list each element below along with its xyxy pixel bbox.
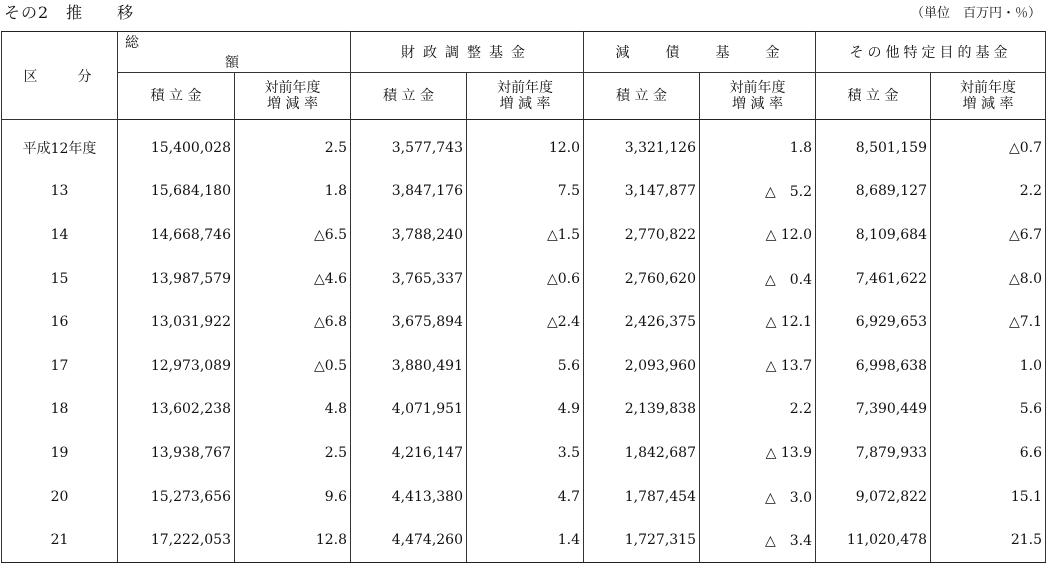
total-balance-cell: 15,400,028 [118,120,235,170]
table-row [2,344,1046,388]
header-debt-reduction-fund [584,32,816,73]
fiscal-balance-cell: 3,880,491 [351,344,467,388]
year-cell: 15 [2,257,118,301]
header-rate-line1: 対前年度 [960,80,1016,96]
fiscal-rate-cell: 12.0 [467,120,584,170]
debt-balance-cell: 2,426,375 [584,300,700,344]
header-balance-label: 積 立 金 [150,88,202,104]
total-rate-cell: 1.8 [235,170,351,214]
year-cell: 19 [2,431,118,475]
fiscal-balance-cell: 4,216,147 [351,431,467,475]
other-rate-cell: 5.6 [931,388,1046,432]
header-rate-line2: 増 減 率 [499,96,551,112]
debt-rate-cell: △ 5.2 [700,170,816,214]
header-rate-line1: 対前年度 [264,80,321,96]
header-debt-char-1: 減 [615,45,634,61]
total-rate-cell: △6.5 [235,213,351,257]
debt-balance-cell: 3,321,126 [584,120,700,170]
fiscal-rate-cell: △0.6 [467,257,584,301]
debt-rate-cell: △ 3.0 [700,475,816,519]
header-rate [467,73,584,120]
header-rate-line2: 増 減 率 [267,96,318,112]
total-balance-cell: 13,938,767 [118,431,235,475]
year-cell: 20 [2,475,118,519]
header-kubun [2,32,118,120]
year-cell: 21 [2,518,118,562]
header-total [118,32,351,73]
total-rate-cell: 2.5 [235,431,351,475]
header-balance [118,73,235,120]
debt-balance-cell: 1,727,315 [584,518,700,562]
fiscal-balance-cell: 3,577,743 [351,120,467,170]
debt-rate-cell: △ 12.1 [700,300,816,344]
debt-balance-cell: 2,770,822 [584,213,700,257]
total-balance-cell: 17,222,053 [118,518,235,562]
fund-trend-table [1,31,1046,563]
header-total-char-2: 額 [225,55,243,71]
fiscal-balance-cell: 3,847,176 [351,170,467,214]
debt-rate-cell: △ 0.4 [700,257,816,301]
debt-balance-cell: 3,147,877 [584,170,700,214]
other-rate-cell: △0.7 [931,120,1046,170]
table-row [2,213,1046,257]
other-balance-cell: 8,501,159 [816,120,931,170]
other-rate-cell: 1.0 [931,344,1046,388]
debt-balance-cell: 2,093,960 [584,344,700,388]
other-balance-cell: 8,109,684 [816,213,931,257]
other-rate-cell: △8.0 [931,257,1046,301]
year-cell: 平成12年度 [2,120,118,170]
other-balance-cell: 9,072,822 [816,475,931,519]
header-balance-label: 積 立 金 [383,88,434,104]
total-balance-cell: 15,273,656 [118,475,235,519]
total-rate-cell: 2.5 [235,120,351,170]
fiscal-balance-cell: 4,413,380 [351,475,467,519]
header-debt-char-2: 債 [665,45,684,61]
debt-rate-cell: 1.8 [700,120,816,170]
header-balance-label: 積 立 金 [616,88,667,104]
fiscal-rate-cell: 7.5 [467,170,584,214]
header-balance [816,73,931,120]
total-balance-cell: 14,668,746 [118,213,235,257]
year-cell: 14 [2,213,118,257]
other-balance-cell: 7,461,622 [816,257,931,301]
total-rate-cell: △0.5 [235,344,351,388]
total-balance-cell: 13,031,922 [118,300,235,344]
header-fiscal-adjustment-fund [351,32,584,73]
header-debt-char-4: 金 [765,45,784,61]
header-rate-line2: 増 減 率 [732,96,783,112]
debt-rate-cell: △ 3.4 [700,518,816,562]
header-rate [931,73,1046,120]
debt-balance-cell: 1,842,687 [584,431,700,475]
other-balance-cell: 11,020,478 [816,518,931,562]
total-rate-cell: △4.6 [235,257,351,301]
header-total-char-1: 総 [125,35,143,51]
total-balance-cell: 15,684,180 [118,170,235,214]
header-rate-line2: 増 減 率 [962,96,1014,112]
other-rate-cell: △6.7 [931,213,1046,257]
fiscal-rate-cell: △2.4 [467,300,584,344]
unit-label: （単位 百万円・％） [910,6,1041,21]
table-row [2,388,1046,432]
other-rate-cell: 21.5 [931,518,1046,562]
fiscal-balance-cell: 4,071,951 [351,388,467,432]
table-row [2,120,1046,170]
table-row [2,431,1046,475]
fiscal-rate-cell: 5.6 [467,344,584,388]
fiscal-rate-cell: 3.5 [467,431,584,475]
total-rate-cell: 9.6 [235,475,351,519]
header-rate-line1: 対前年度 [729,80,786,96]
year-cell: 13 [2,170,118,214]
table-row [2,300,1046,344]
table-row [2,518,1046,562]
other-balance-cell: 7,879,933 [816,431,931,475]
fiscal-balance-cell: 3,675,894 [351,300,467,344]
debt-balance-cell: 1,787,454 [584,475,700,519]
table-row [2,257,1046,301]
total-balance-cell: 13,987,579 [118,257,235,301]
other-balance-cell: 7,390,449 [816,388,931,432]
header-kubun-label: 区 分 [23,68,96,85]
header-fiscal-label: 財政調整基金 [401,45,533,61]
other-rate-cell: 2.2 [931,170,1046,214]
header-rate [700,73,816,120]
other-balance-cell: 6,929,653 [816,300,931,344]
year-cell: 18 [2,388,118,432]
header-other-label: その他特定目的基金 [849,45,1012,61]
debt-rate-cell: △ 12.0 [700,213,816,257]
year-cell: 16 [2,300,118,344]
debt-balance-cell: 2,139,838 [584,388,700,432]
other-rate-cell: △7.1 [931,300,1046,344]
fiscal-balance-cell: 3,788,240 [351,213,467,257]
other-balance-cell: 6,998,638 [816,344,931,388]
other-balance-cell: 8,689,127 [816,170,931,214]
total-rate-cell: △6.8 [235,300,351,344]
other-rate-cell: 15.1 [931,475,1046,519]
fiscal-rate-cell: △1.5 [467,213,584,257]
year-cell: 17 [2,344,118,388]
table-row [2,170,1046,214]
header-rate-line1: 対前年度 [497,80,553,96]
fiscal-rate-cell: 1.4 [467,518,584,562]
header-debt-char-3: 基 [715,45,734,61]
total-rate-cell: 12.8 [235,518,351,562]
fiscal-rate-cell: 4.9 [467,388,584,432]
header-other-special-fund [816,32,1046,73]
header-rate [235,73,351,120]
fiscal-balance-cell: 4,474,260 [351,518,467,562]
debt-rate-cell: △ 13.7 [700,344,816,388]
table-row [2,475,1046,519]
total-balance-cell: 12,973,089 [118,344,235,388]
fiscal-rate-cell: 4.7 [467,475,584,519]
debt-rate-cell: 2.2 [700,388,816,432]
header-balance [351,73,467,120]
total-rate-cell: 4.8 [235,388,351,432]
debt-balance-cell: 2,760,620 [584,257,700,301]
header-balance [584,73,700,120]
header-balance-label: 積 立 金 [847,88,899,104]
other-rate-cell: 6.6 [931,431,1046,475]
fiscal-balance-cell: 3,765,337 [351,257,467,301]
debt-rate-cell: △ 13.9 [700,431,816,475]
page-title: その2 推 移 [4,3,135,22]
total-balance-cell: 13,602,238 [118,388,235,432]
